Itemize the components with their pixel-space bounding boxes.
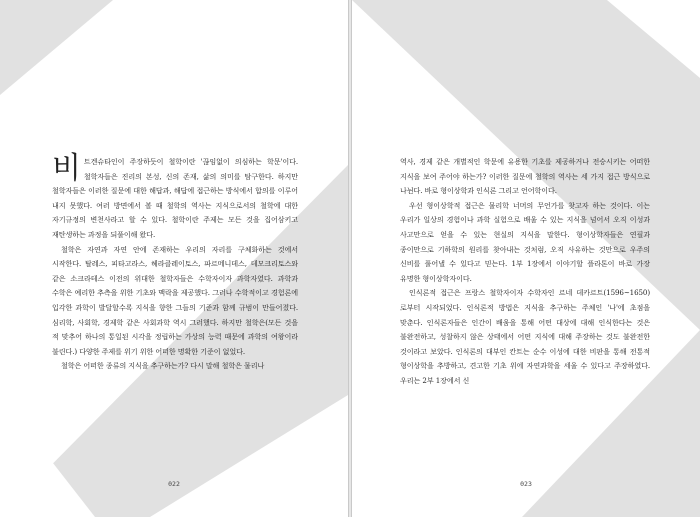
- body-paragraph: 우선 형이상학적 접근은 물리학 너머의 무언가를 찾고자 하는 것이다. 이는 우리가 일상의 경험이나 과학 실험으로 배울 수 있는 지식을 넘어서 오직 이성과 사고만으로 얻을 수 있는 현실의 지식을 말한다. 형이상학자들은 연필과 종이만으로 기하학의 원리를 찾아내는 것처럼, 오직 사유하는 것만으로 우주의 신비를 풀어낼 수 있다고 믿는다. 1부 1장에서 이야기할 플라톤이 바로 가장 유명한 형이상학자이다.: [400, 200, 650, 283]
- page-number: 023: [520, 480, 532, 488]
- first-paragraph: [52, 151, 298, 243]
- body-paragraph: 철학은 자연과 자연 안에 존재하는 우리의 자리를 구체화하는 것에서 시작한다. 탈레스, 피타고라스, 헤라클레이토스, 파르메니데스, 데모크리토스와 같은 소크라테스 이전의 위대한 철학자들은 수학자이자 과학자였다. 과학과 수학은 예리한 추측을 위한 기초와 맥락을 제공했다. 그러나 수학적이고 경험론에 입각한 과학이 발달할수록 지식을 향한 그들의 기준과 함께 규범이 만들어졌다. 심리학, 사회학, 경제학 같은 사회과학 역시 그러했다. 하지만 철학은(모든 것을 적 맞추어 하나의 통일된 시각을 정립하는 가상의 능력 때문에 과학의 여왕이라 불린다.) 다양한 주제를 위기 위한 어떠한 명확한 기준이 없었다.: [52, 244, 298, 356]
- right-page: [352, 0, 700, 517]
- drop-cap: 비: [52, 151, 81, 186]
- right-body-text: [400, 155, 650, 389]
- body-paragraph: 역사, 경제 같은 개별적인 학문에 유용한 기초를 제공하거나 전승시키는 어떠한 지식을 보여 주어야 하는가? 이러한 질문에 철학의 역사는 세 가지 접근 방식으로 나뉜다. 바로 형이상학과 인식론 그리고 언어학이다.: [400, 157, 650, 196]
- page-number: 022: [168, 480, 180, 488]
- first-paragraph-text: 트겐슈타인이 주장하듯이 철학이란 '끊임없이 의심하는 학문'이다. 철학자들은 진리의 본성, 신의 존재, 삶의 의미를 탐구한다. 하지만 철학자들은 이러한 질문에 대한 해답과, 해답에 접근하는 방식에서 합의를 이루어 내지 못했다. 여러 방면에서 볼 때 철학의 역사는 지식으로서의 철학에 대한 자기규정의 변천사라고 할 수 있다. 철학이란 주제는 모든 것을 집어삼키고 재탄생하는 과정을 되풀이해 왔다.: [52, 157, 298, 239]
- body-paragraph: 인식론적 접근은 프랑스 철학자이자 수학자인 르네 데카르트(1596~1650)로부터 시작되었다. 인식론적 방법은 지식을 추구하는 주체인 '나'에 초점을 맞춘다. 인식론자들은 인간이 배움을 통해 어떤 대상에 대해 인식한다는 것은 불완전하고, 성찰하지 않은 상태에서 어떤 지식에 대해 주장하는 것도 불완전한 것이라고 보았다. 인식론의 대부인 칸트는 순수 이성에 대한 비판을 통해 전통적 형이상학을 추방하고, 견고한 기초 위에 자연과학을 세울 수 있다고 주장하였다. 우리는 2부 1장에서 신: [400, 288, 650, 385]
- gray-triangle-top: [0, 0, 113, 95]
- left-page: [0, 0, 348, 517]
- left-body-text: [52, 151, 298, 374]
- body-paragraph: 철학은 어떠한 종류의 지식을 추구하는가? 다시 말해 철학은 물리나: [61, 361, 265, 371]
